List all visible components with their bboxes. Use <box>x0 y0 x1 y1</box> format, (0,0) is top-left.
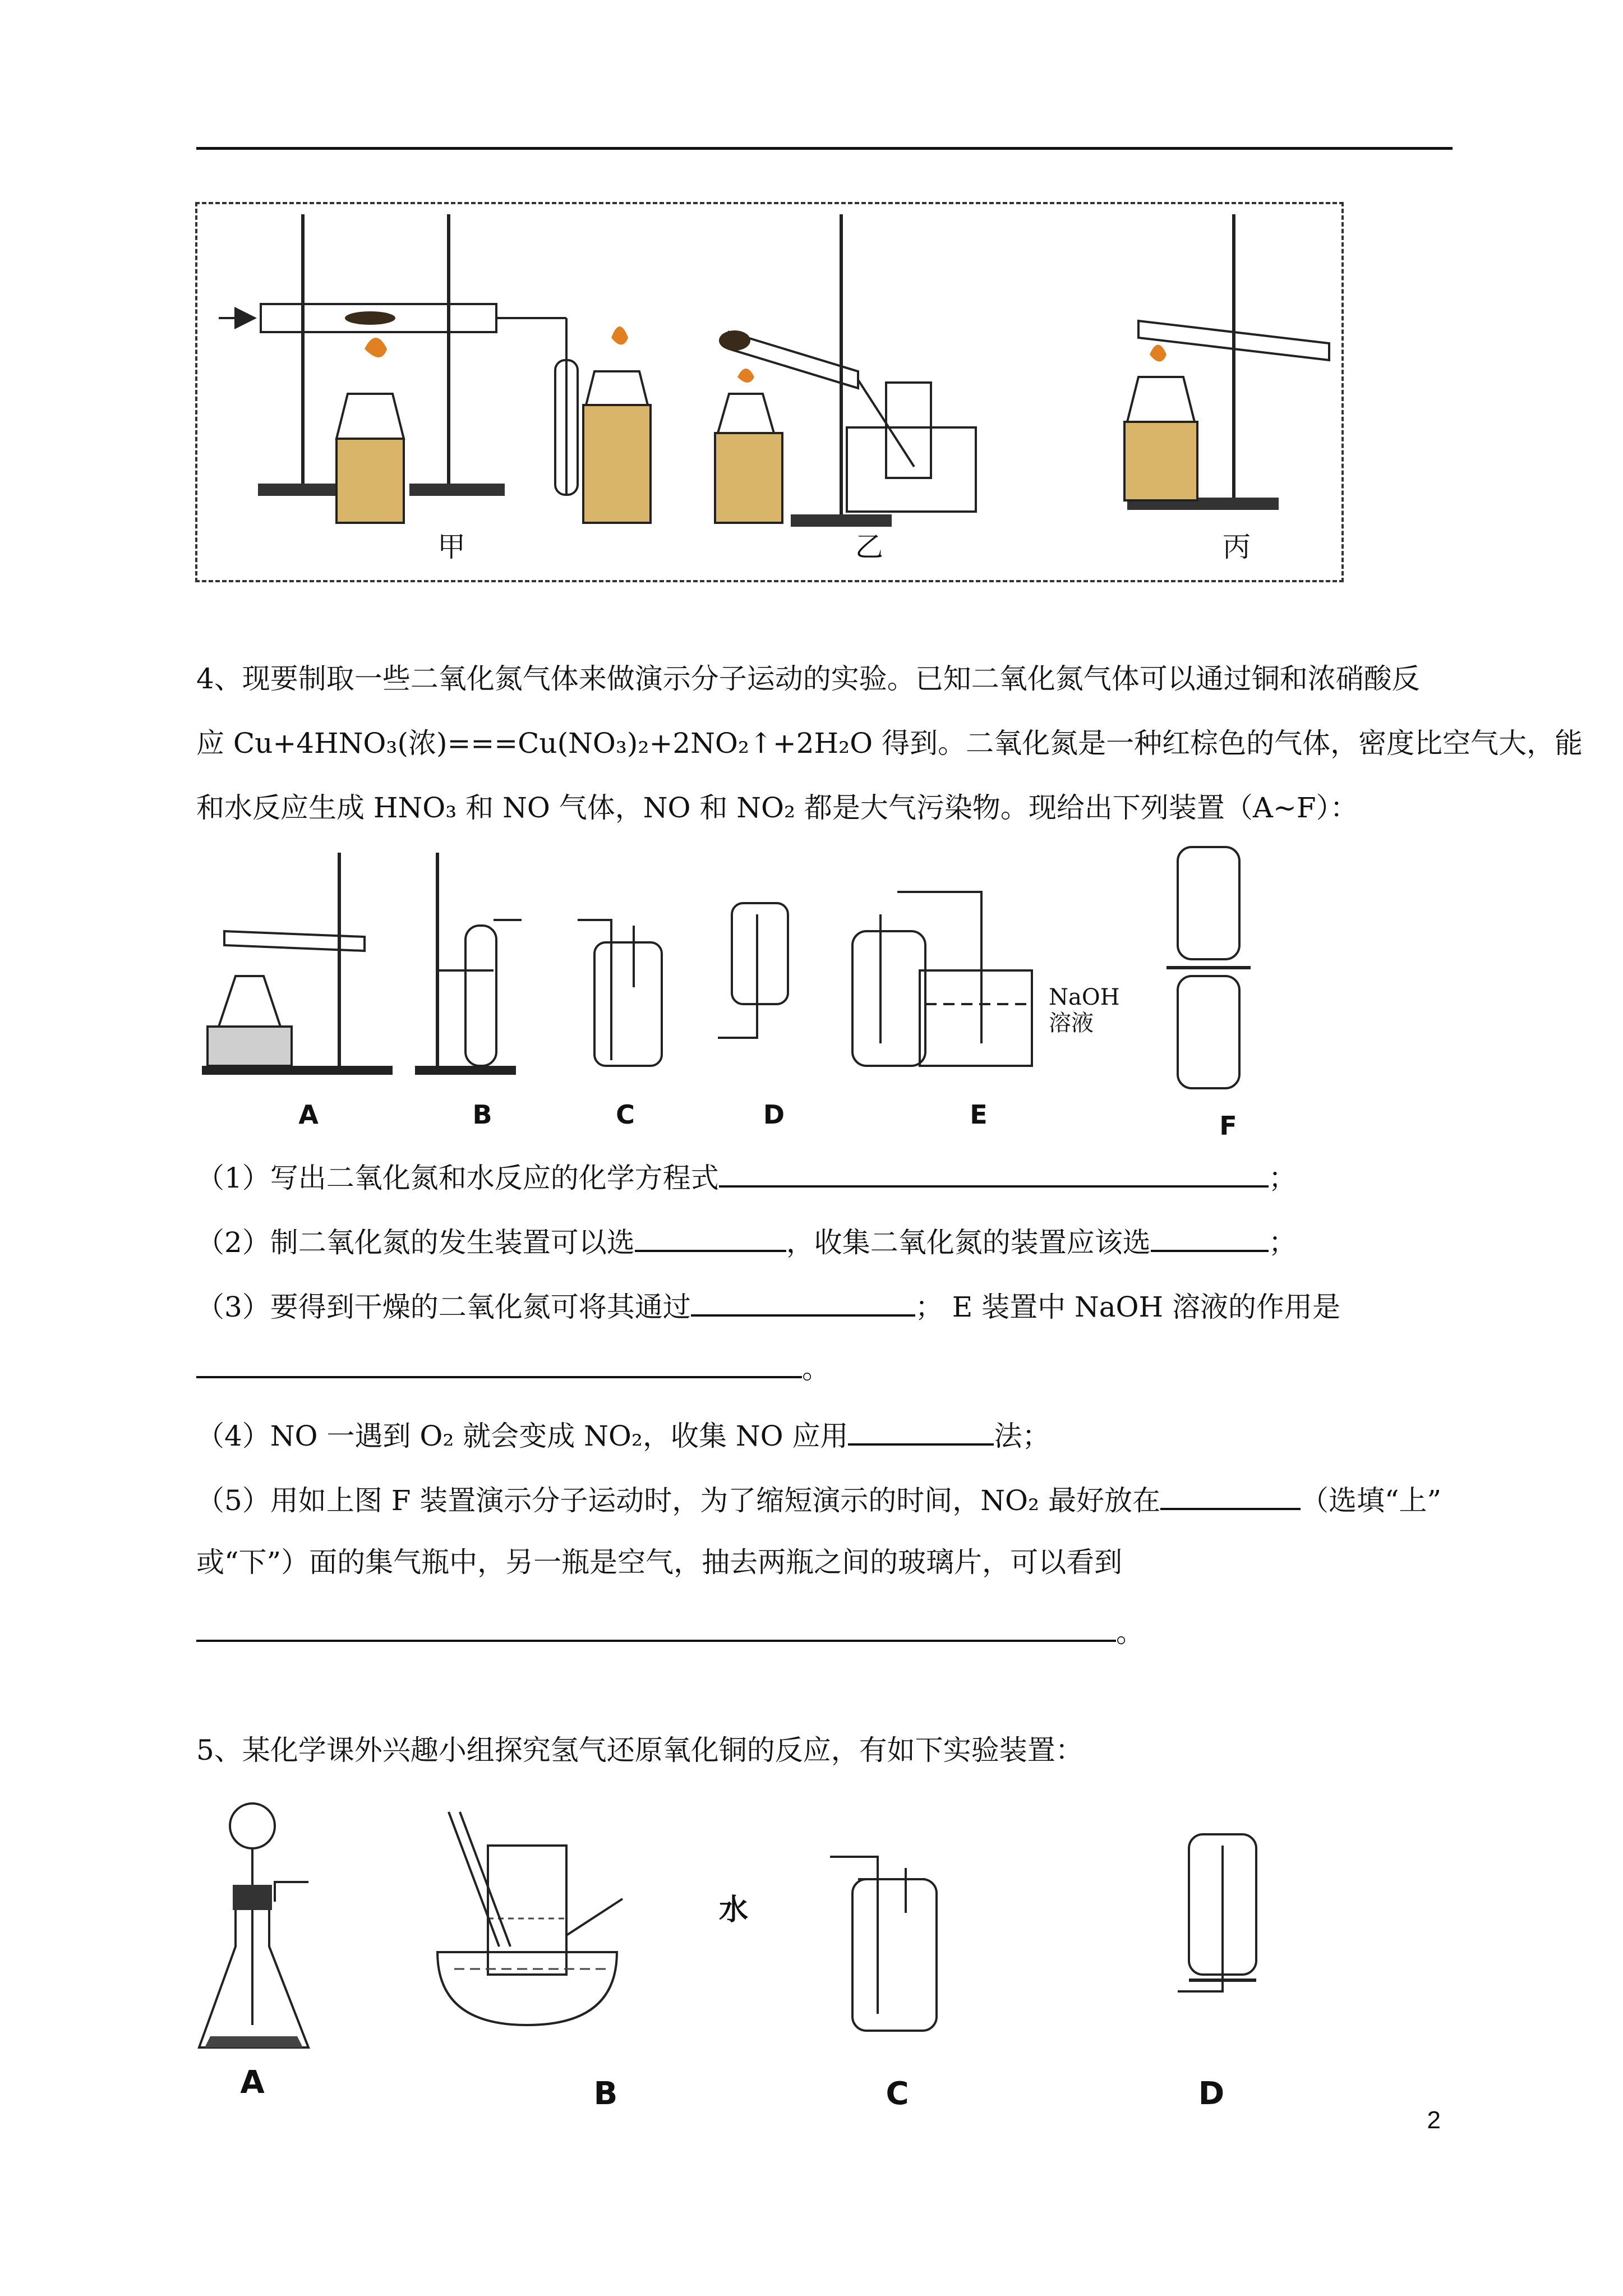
q5-apparatus-a <box>199 1803 308 2047</box>
answer-blank-1[interactable] <box>719 1157 1269 1188</box>
q4-sub-4-text: （4）NO 一遇到 O₂ 就会变成 NO₂，收集 NO 应用 <box>196 1420 849 1452</box>
q4-sub-2-text-b: ，收集二氧化氮的装置应该选 <box>786 1226 1151 1259</box>
apparatus-b <box>415 853 522 1075</box>
answer-blank-5b[interactable] <box>196 1612 1116 1642</box>
answer-blank-4[interactable] <box>848 1415 994 1446</box>
naoh-label-line-1: NaOH <box>1049 984 1120 1010</box>
apparatus-label-c: C <box>616 1099 635 1130</box>
apparatus-label-f: F <box>1219 1111 1237 1141</box>
apparatus-label-d: D <box>763 1099 785 1130</box>
apparatus-d <box>718 903 788 1038</box>
naoh-label-line-2: 溶液 <box>1049 1010 1094 1036</box>
q4-sub-3-line-2 <box>196 1346 830 1391</box>
q4-line-3: 和水反应生成 HNO₃ 和 NO 气体，NO 和 NO₂ 都是大气污染物。现给出下列装置（A~F）： <box>196 792 1358 824</box>
q4-apparatus-drawing <box>196 841 1318 1099</box>
apparatus-e <box>852 892 1032 1066</box>
apparatus-label-e: E <box>970 1099 988 1130</box>
apparatus-label-b: B <box>472 1099 492 1130</box>
q4-sub-1 <box>196 1156 1297 1200</box>
q5-apparatus-d <box>1178 1834 1256 1991</box>
header-rule <box>196 147 1453 150</box>
q5-apparatus-b <box>437 1812 623 2025</box>
q4-sub-2 <box>196 1220 1297 1265</box>
setup-bing <box>1124 214 1329 510</box>
q4-sub-5-text-a: （5）用如上图 F 装置演示分子运动时，为了缩短演示的时间，NO₂ 最好放在 <box>196 1484 1160 1517</box>
q4-line-2: 应 Cu+4HNO₃(浓)===Cu(NO₃)₂+2NO₂↑+2H₂O 得到。二氧化氮是一种红棕色的气体，密度比空气大，能 <box>196 727 1583 760</box>
apparatus-f <box>1166 847 1251 1088</box>
q5-apparatus-c <box>830 1857 937 2031</box>
q5-label-a: A <box>240 2064 265 2101</box>
q4-sub-3 <box>196 1285 1340 1329</box>
answer-blank-2a[interactable] <box>635 1222 786 1252</box>
page-number: 2 <box>1427 2106 1441 2134</box>
q4-sub-5 <box>196 1478 1441 1523</box>
apparatus-a <box>202 853 393 1075</box>
label-yi: 乙 <box>855 531 883 563</box>
q4-sub-4-end: 法； <box>994 1420 1050 1452</box>
apparatus-c <box>578 920 662 1066</box>
q5-label-c: C <box>886 2076 909 2112</box>
q5-label-b: B <box>593 2076 618 2112</box>
setup-jia <box>219 214 651 523</box>
q5-label-d: D <box>1198 2076 1225 2112</box>
q4-sub-5-line-2: 或“下”）面的集气瓶中，另一瓶是空气，抽去两瓶之间的玻璃片，可以看到 <box>196 1546 1123 1579</box>
q4-sub-2-end: ； <box>1268 1226 1297 1259</box>
q4-sub-5-end: 。 <box>1116 1616 1144 1649</box>
label-jia: 甲 <box>437 531 465 563</box>
q4-line-1: 4、现要制取一些二氧化氮气体来做演示分子运动的实验。已知二氧化氮气体可以通过铜和浓硝酸反 <box>196 662 1420 695</box>
water-label: 水 <box>719 1893 749 1927</box>
q4-sub-5-text-b: （选填“上” <box>1300 1484 1442 1517</box>
answer-blank-5a[interactable] <box>1160 1480 1301 1510</box>
apparatus-label-a: A <box>298 1099 319 1130</box>
naoh-label <box>1049 984 1120 1036</box>
answer-blank-3a[interactable] <box>691 1286 915 1317</box>
q4-sub-3-text-a: （3）要得到干燥的二氧化氮可将其通过 <box>196 1291 691 1323</box>
q5-apparatus-drawing <box>196 1801 1290 2059</box>
q5-line-1: 5、某化学课外兴趣小组探究氢气还原氧化铜的反应，有如下实验装置： <box>196 1734 1083 1766</box>
q4-sub-5-line-3 <box>196 1610 1144 1655</box>
answer-blank-3b[interactable] <box>196 1348 802 1378</box>
top-figure-drawing <box>196 203 1340 579</box>
setup-yi <box>715 214 976 527</box>
answer-blank-2b[interactable] <box>1151 1222 1269 1252</box>
q4-sub-3-text-b: ； E 装置中 NaOH 溶液的作用是 <box>915 1291 1341 1323</box>
q4-sub-3-end: 。 <box>802 1352 830 1385</box>
label-bing: 丙 <box>1223 531 1251 563</box>
q4-sub-1-text: （1）写出二氧化氮和水反应的化学方程式 <box>196 1162 719 1194</box>
q4-sub-2-text-a: （2）制二氧化氮的发生装置可以选 <box>196 1226 635 1259</box>
q4-sub-1-end: ； <box>1268 1162 1297 1194</box>
q4-sub-4 <box>196 1414 1050 1458</box>
